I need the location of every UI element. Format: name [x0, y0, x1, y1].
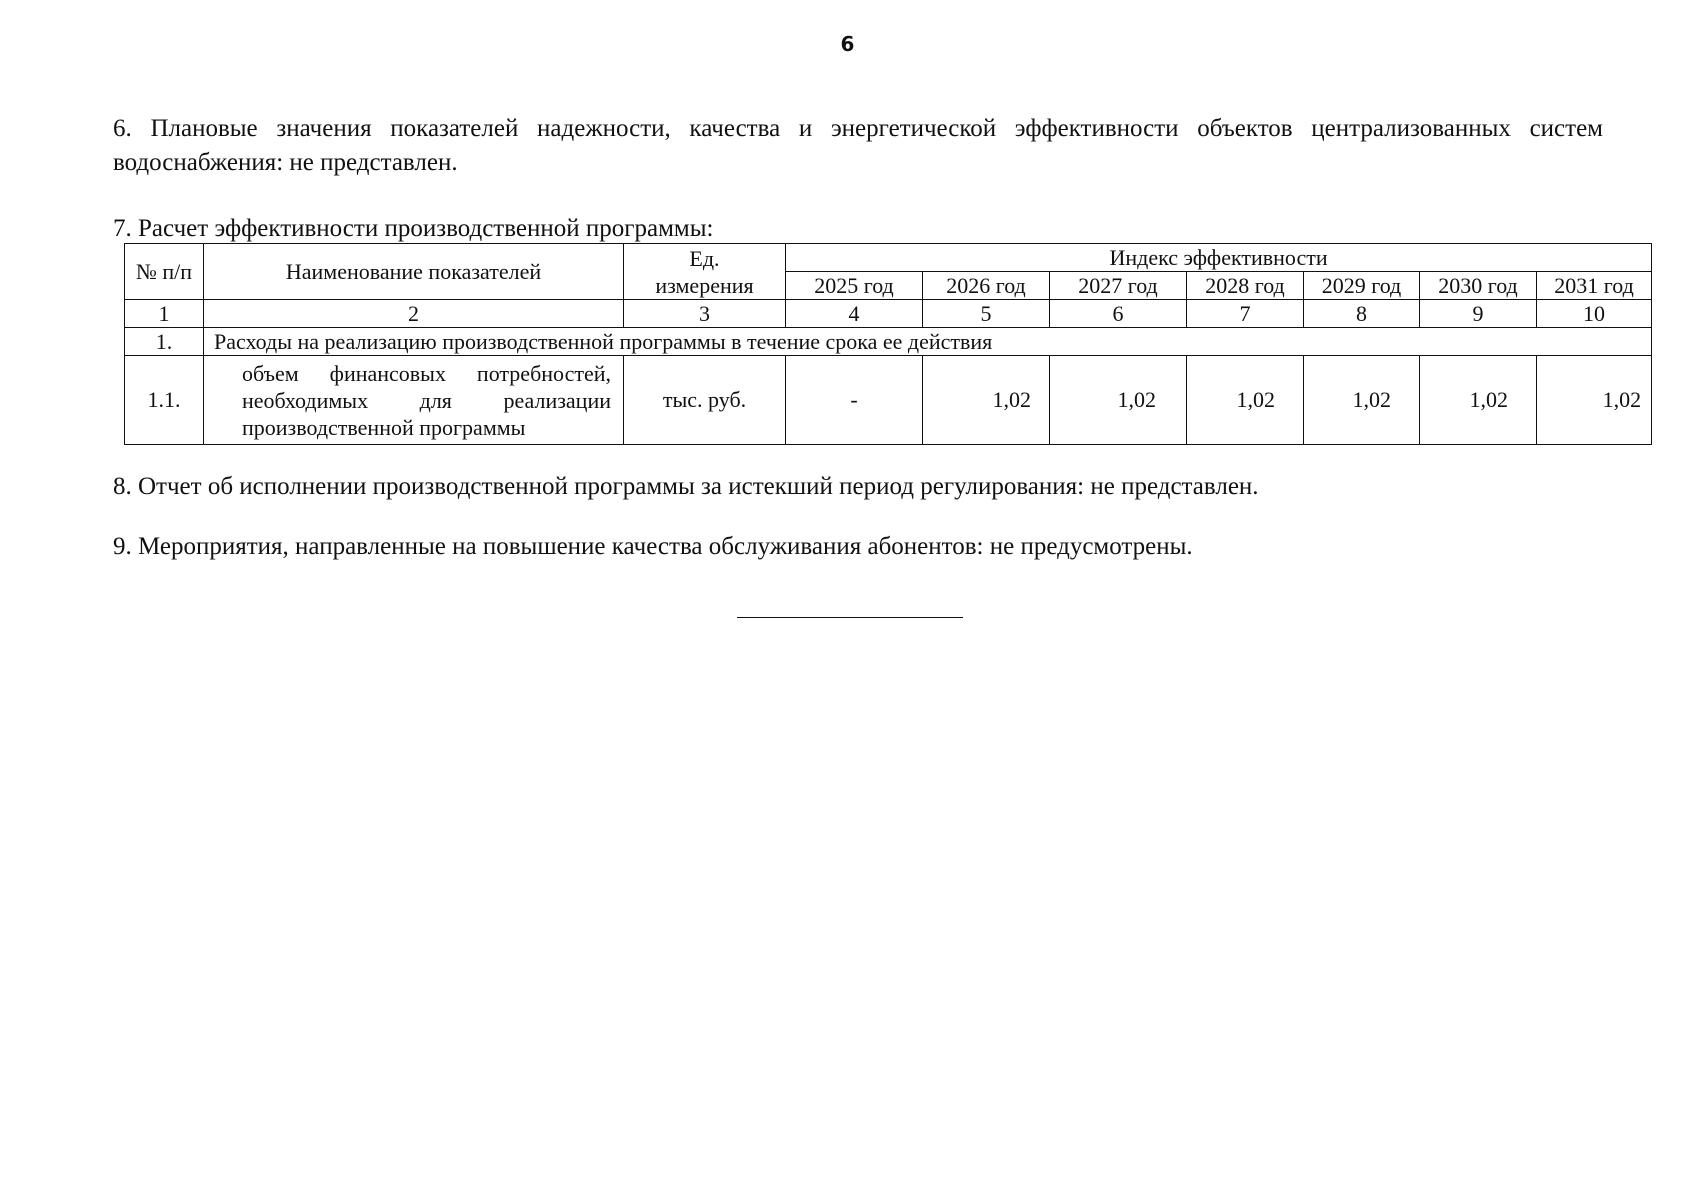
row-value: 1,02: [1420, 356, 1537, 445]
row-name: объем финансовых потребностей, необходимых для реализации производственной программы: [204, 356, 624, 445]
header-year: 2031 год: [1537, 272, 1652, 300]
header-name: Наименование показателей: [204, 244, 624, 300]
paragraph-9: 9. Мероприятия, направленные на повышение качества обслуживания абонентов: не предусмотрены.: [113, 533, 1193, 560]
row-unit: тыс. руб.: [624, 356, 786, 445]
row-value: 1,02: [1537, 356, 1652, 445]
efficiency-table-container: [124, 243, 1651, 445]
paragraph-8: 8. Отчет об исполнении производственной программы за истекший период регулирования: не представлен.: [113, 473, 1259, 500]
column-number: 7: [1187, 300, 1304, 328]
column-number: 6: [1050, 300, 1187, 328]
header-num: [125, 244, 204, 300]
column-number-row: [125, 300, 1652, 328]
header-year: 2029 год: [1304, 272, 1420, 300]
paragraph-6: 6. Плановые значения показателей надежности, качества и энергетической эффективности объектов централизованных систем водоснабжения: не представлен.: [113, 115, 1603, 176]
row-value: -: [786, 356, 923, 445]
column-number: 10: [1537, 300, 1652, 328]
header-num-label: № п/п: [135, 259, 193, 284]
closing-rule: [737, 617, 963, 618]
efficiency-table: [124, 243, 1652, 445]
table-row: [125, 356, 1652, 445]
header-year: 2026 год: [923, 272, 1050, 300]
column-number: 1: [125, 300, 204, 328]
row-value: 1,02: [1187, 356, 1304, 445]
table-header-row: [125, 244, 1652, 272]
column-number: 3: [624, 300, 786, 328]
header-year: 2025 год: [786, 272, 923, 300]
section-title: Расходы на реализацию производственной программы в течение срока ее действия: [204, 328, 1652, 356]
column-number: 5: [923, 300, 1050, 328]
paragraph-7: 7. Расчет эффективности производственной программы:: [113, 215, 714, 242]
header-year: 2030 год: [1420, 272, 1537, 300]
page-number: 6: [840, 32, 855, 56]
section-num: 1.: [125, 328, 204, 356]
section-row: [125, 328, 1652, 356]
header-index-group: Индекс эффективности: [786, 244, 1652, 272]
column-number: 9: [1420, 300, 1537, 328]
column-number: 8: [1304, 300, 1420, 328]
header-year: 2027 год: [1050, 272, 1187, 300]
column-number: 4: [786, 300, 923, 328]
column-number: 2: [204, 300, 624, 328]
header-unit: [624, 244, 786, 300]
header-unit-label: Ед. измерения: [655, 245, 754, 298]
header-year: 2028 год: [1187, 272, 1304, 300]
row-value: 1,02: [1050, 356, 1187, 445]
row-value: 1,02: [1304, 356, 1420, 445]
row-value: 1,02: [923, 356, 1050, 445]
row-num: 1.1.: [125, 356, 204, 445]
